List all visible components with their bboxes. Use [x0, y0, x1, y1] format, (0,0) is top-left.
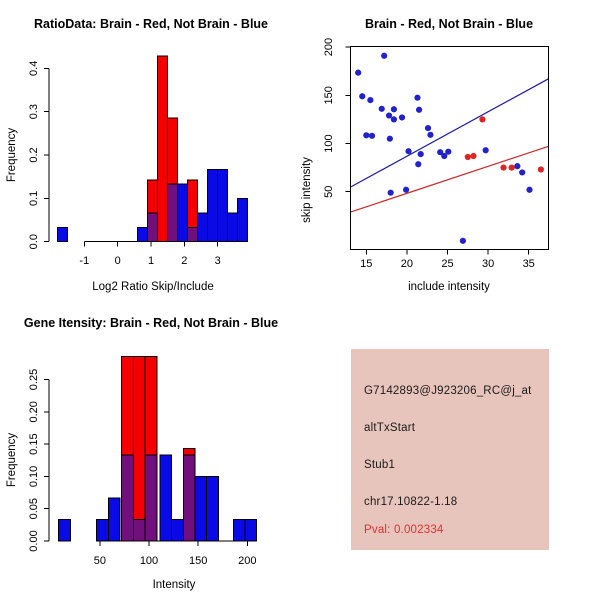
- scatter-point: [415, 161, 421, 167]
- scatter-point: [391, 106, 397, 112]
- scatter-point: [381, 53, 387, 59]
- y-tick-label: 0.0: [28, 234, 40, 250]
- hist-bar-segment: [133, 519, 145, 541]
- probe-info-box: [351, 349, 549, 550]
- scatter-point: [425, 125, 431, 131]
- scatter-point: [483, 147, 489, 153]
- scatter-point: [479, 116, 485, 122]
- hist-bar-segment: [108, 498, 120, 541]
- scatter-point: [359, 93, 365, 99]
- hist-bar-segment: [158, 56, 168, 242]
- hist-bar-segment: [207, 476, 219, 541]
- y-tick-label: 0.00: [28, 530, 40, 552]
- hist-bar-segment: [238, 198, 248, 241]
- probe-info-panel: [300, 300, 600, 600]
- chart-canvas: [0, 0, 300, 300]
- chart-title: Brain - Red, Not Brain - Blue: [364, 17, 534, 31]
- info-line: altTxStart: [364, 422, 416, 434]
- not-brain-fit-line: [351, 79, 548, 187]
- x-tick-label: 30: [481, 258, 495, 270]
- hist-bar-segment: [145, 455, 157, 541]
- ratio-histogram-panel: [0, 0, 300, 300]
- x-tick-label: 0: [114, 255, 121, 267]
- y-tick-label: 0.4: [28, 60, 40, 76]
- x-tick-label: -1: [79, 255, 90, 267]
- x-tick-label: 200: [238, 555, 257, 567]
- hist-bar-segment: [172, 519, 184, 541]
- hist-bar-segment: [168, 118, 178, 184]
- hist-bar-segment: [148, 180, 158, 213]
- y-tick-label: 100: [323, 134, 335, 153]
- gene-intensity-histogram-panel: [0, 300, 300, 600]
- x-tick-label: 100: [139, 555, 159, 567]
- scatter-point: [416, 107, 422, 113]
- hist-bar-segment: [59, 519, 71, 541]
- scatter-point: [460, 238, 466, 244]
- scatter-point: [418, 151, 424, 157]
- y-tick-label: 200: [323, 37, 335, 57]
- y-tick-label: 0.10: [28, 465, 40, 488]
- y-tick-label: 0.20: [28, 401, 40, 423]
- hist-bar-segment: [121, 356, 133, 454]
- plot-box: [351, 47, 549, 250]
- x-tick-label: 1: [147, 255, 155, 267]
- hist-bar-segment: [218, 169, 228, 241]
- scatter-point: [514, 163, 520, 169]
- y-axis-label: Frequency: [6, 432, 18, 488]
- scatter-point: [465, 154, 471, 160]
- scatter-point: [367, 97, 373, 103]
- y-tick-label: 0.25: [28, 368, 40, 391]
- hist-bar-segment: [145, 356, 157, 454]
- scatter-point: [405, 148, 411, 154]
- hist-bar-segment: [160, 455, 172, 541]
- y-tick-label: 0.3: [28, 104, 40, 120]
- hist-bar-segment: [133, 356, 145, 519]
- scatter-point: [387, 136, 393, 142]
- scatter-point: [509, 165, 515, 171]
- hist-bar-segment: [228, 213, 238, 242]
- scatter-point: [379, 106, 385, 112]
- x-tick-label: 25: [441, 258, 454, 270]
- y-tick-label: 150: [323, 86, 335, 105]
- info-line: Stub1: [364, 459, 396, 471]
- x-axis-label: Intensity: [152, 579, 196, 591]
- scatter-point: [403, 187, 409, 193]
- scatter-point: [445, 149, 451, 155]
- y-tick-label: 0.2: [28, 147, 40, 163]
- hist-bar-segment: [183, 455, 195, 541]
- brain-fit-line: [351, 146, 548, 212]
- scatter-point: [386, 112, 392, 118]
- hist-bar-segment: [138, 227, 148, 241]
- x-tick-label: 15: [360, 258, 373, 270]
- hist-bar-segment: [245, 519, 257, 541]
- hist-bar-segment: [188, 180, 198, 228]
- y-axis-label: Frequency: [6, 127, 18, 183]
- scatter-point: [391, 116, 397, 122]
- info-line: chr17.10822-1.18: [364, 496, 458, 508]
- hist-bar-segment: [195, 476, 207, 541]
- hist-bar-segment: [168, 184, 178, 242]
- y-tick-label: 0.15: [28, 433, 40, 455]
- y-tick-label: 0.1: [28, 190, 40, 206]
- y-tick-label: 50: [323, 185, 335, 198]
- x-tick-label: 35: [522, 258, 535, 270]
- scatter-point: [526, 187, 532, 193]
- hist-bar-segment: [121, 455, 133, 541]
- x-axis-label: Log2 Ratio Skip/Include: [92, 281, 214, 293]
- scatter-point: [538, 166, 544, 172]
- hist-bar-segment: [198, 213, 208, 242]
- hist-bar-segment: [178, 184, 188, 242]
- scatter-point: [363, 132, 369, 138]
- y-tick-label: 0.05: [28, 497, 40, 520]
- hist-bar-segment: [58, 227, 68, 241]
- chart-canvas: [300, 0, 600, 300]
- y-axis-label: skip intensity: [301, 157, 313, 223]
- scatter-point: [519, 169, 525, 175]
- chart-title: RatioData: Brain - Red, Not Brain - Blue: [33, 17, 269, 31]
- scatter-point: [500, 165, 506, 171]
- scatter-point: [355, 70, 361, 76]
- x-tick-label: 2: [181, 255, 188, 267]
- hist-bar-segment: [208, 169, 218, 241]
- x-tick-label: 50: [93, 555, 106, 567]
- x-tick-label: 20: [400, 258, 414, 270]
- chart-canvas: [0, 300, 300, 600]
- hist-bar-segment: [97, 519, 109, 541]
- chart-title: Gene Itensity: Brain - Red, Not Brain - Blue: [23, 316, 279, 330]
- scatter-point: [470, 153, 476, 159]
- x-tick-label: 3: [214, 255, 221, 267]
- hist-bar-segment: [233, 519, 245, 541]
- scatter-point: [369, 133, 375, 139]
- hist-bar-segment: [188, 227, 198, 241]
- hist-bar-segment: [183, 449, 195, 455]
- scatter-point: [414, 95, 420, 101]
- intensity-scatter-panel: [300, 0, 600, 300]
- hist-bar-segment: [148, 213, 158, 242]
- pval-text: Pval: 0.002334: [364, 524, 444, 536]
- scatter-point: [427, 132, 433, 138]
- scatter-point: [399, 114, 405, 120]
- x-tick-label: 150: [188, 555, 208, 567]
- info-line: G7142893@J923206_RC@j_at: [364, 385, 532, 397]
- x-axis-label: include intensity: [408, 281, 490, 293]
- scatter-point: [388, 190, 394, 196]
